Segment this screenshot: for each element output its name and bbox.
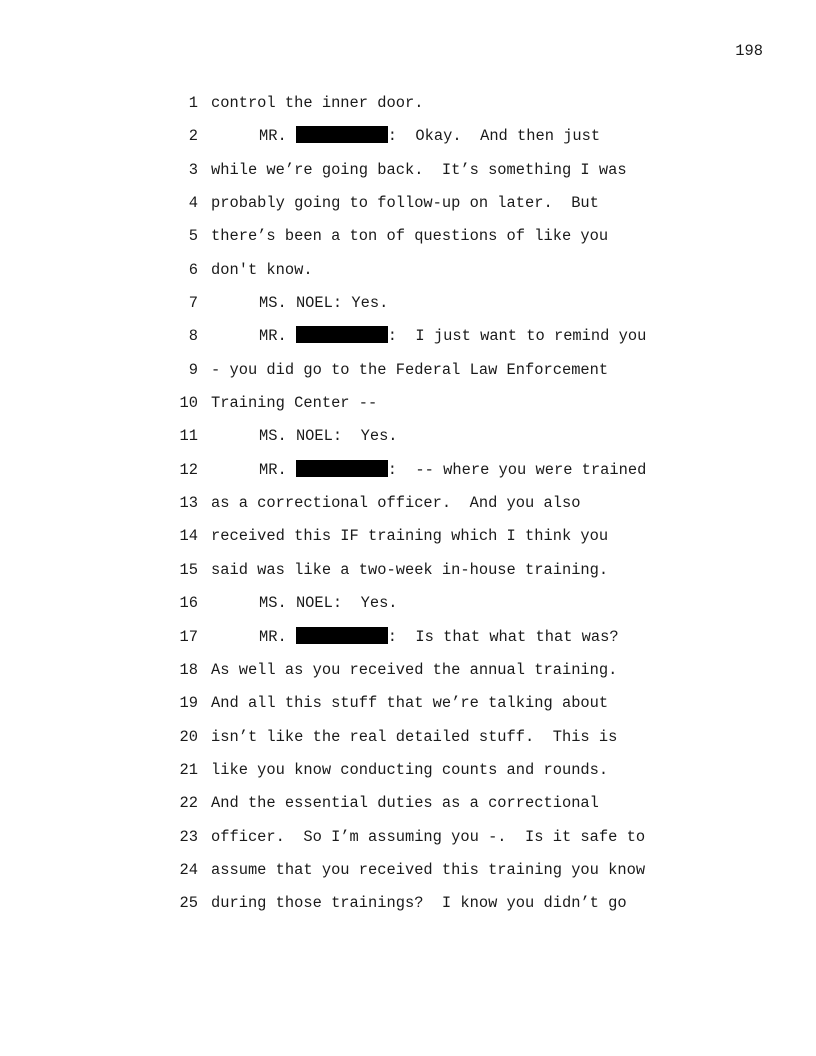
speaker-label: MS. NOEL: (259, 294, 343, 313)
line-body: like you know conducting counts and rounds. (211, 760, 609, 779)
line-body: said was like a two-week in-house training. (211, 560, 609, 579)
transcript-line (0, 190, 816, 223)
line-text (211, 824, 645, 850)
transcript-line (0, 323, 816, 356)
transcript-line (0, 824, 816, 857)
line-body: : Okay. And then just (387, 127, 601, 146)
speaker-label: MR. (259, 460, 287, 479)
line-body: : I just want to remind you (387, 327, 647, 346)
line-text (211, 90, 423, 116)
transcript-line (0, 223, 816, 256)
line-number: 22 (179, 794, 198, 813)
line-body: As well as you received the annual training. (211, 660, 618, 679)
line-body: as a correctional officer. And you also (211, 494, 581, 513)
line-text (211, 890, 627, 916)
line-body: Training Center -- (211, 394, 378, 413)
line-number: 8 (188, 327, 198, 346)
line-body: control the inner door. (211, 94, 424, 112)
line-body: : -- where you were trained (387, 460, 647, 479)
line-text (211, 323, 646, 349)
line-body: - you did go to the Federal Law Enforcement (211, 360, 609, 379)
line-text (211, 690, 608, 716)
line-text (211, 457, 646, 483)
transcript-line (0, 523, 816, 556)
line-text (211, 557, 608, 583)
line-number: 20 (179, 727, 198, 746)
redaction-bar (296, 627, 388, 644)
line-text (211, 290, 388, 316)
speaker-label: MR. (259, 627, 287, 646)
line-body: received this IF training which I think you (211, 527, 609, 546)
page-number: 198 (735, 42, 763, 60)
line-text (211, 590, 398, 616)
transcript-line (0, 290, 816, 323)
line-number: 21 (179, 760, 198, 779)
speaker-label: MS. NOEL: (259, 594, 343, 613)
line-text (211, 357, 608, 383)
line-body: And all this stuff that we’re talking about (211, 694, 609, 713)
speaker-label: MS. NOEL: (259, 427, 343, 446)
transcript-line (0, 790, 816, 823)
line-body: during those trainings? I know you didn’t go (211, 894, 627, 913)
line-number: 5 (188, 227, 198, 246)
line-text (211, 857, 645, 883)
transcript-line (0, 390, 816, 423)
line-text (211, 657, 617, 683)
line-body: while we’re going back. It’s something I was (211, 160, 627, 179)
line-text (211, 223, 608, 249)
line-number: 14 (179, 527, 198, 546)
line-number: 18 (179, 660, 198, 679)
line-text (211, 523, 608, 549)
line-number: 4 (188, 194, 198, 213)
line-text (211, 390, 377, 416)
line-number: 9 (188, 360, 198, 379)
line-text (211, 190, 599, 216)
line-text (211, 724, 617, 750)
redaction-bar (296, 460, 388, 477)
line-text (211, 490, 580, 516)
transcript-line (0, 357, 816, 390)
line-body: assume that you received this training you know (211, 860, 646, 879)
transcript-line (0, 423, 816, 456)
line-number: 12 (179, 460, 198, 479)
line-number: 23 (179, 827, 198, 846)
transcript-line (0, 257, 816, 290)
redaction-bar (296, 326, 388, 343)
transcript-line (0, 624, 816, 657)
transcript-body (0, 90, 816, 924)
transcript-line (0, 457, 816, 490)
line-number: 7 (188, 294, 198, 313)
transcript-line (0, 890, 816, 923)
line-text (211, 423, 398, 449)
line-body: isn’t like the real detailed stuff. This is (211, 727, 618, 746)
line-text (211, 624, 619, 650)
redaction-bar (296, 126, 388, 143)
line-body: Yes. (342, 427, 398, 446)
line-text (211, 257, 313, 283)
speaker-label: MR. (259, 127, 287, 146)
transcript-line (0, 690, 816, 723)
line-number: 15 (179, 560, 198, 579)
line-body: Yes. (342, 294, 389, 313)
transcript-line (0, 557, 816, 590)
transcript-line (0, 857, 816, 890)
transcript-line (0, 757, 816, 790)
line-body: : Is that what that was? (387, 627, 619, 646)
line-body: probably going to follow-up on later. But (211, 194, 599, 213)
transcript-line (0, 590, 816, 623)
line-number: 13 (179, 494, 198, 513)
transcript-line (0, 724, 816, 757)
line-number: 19 (179, 694, 198, 713)
line-body: officer. So I’m assuming you -. Is it safe to (211, 827, 646, 846)
line-number: 16 (179, 594, 198, 613)
line-body: there’s been a ton of questions of like you (211, 227, 609, 246)
speaker-label: MR. (259, 327, 287, 346)
line-number: 24 (179, 860, 198, 879)
line-body: don't know. (211, 260, 313, 279)
line-number: 3 (188, 160, 198, 179)
line-text (211, 157, 627, 183)
line-number: 1 (188, 94, 198, 112)
transcript-line (0, 157, 816, 190)
line-number: 10 (179, 394, 198, 413)
line-number: 6 (188, 260, 198, 279)
transcript-line (0, 490, 816, 523)
line-number: 25 (179, 894, 198, 913)
line-body: And the essential duties as a correctional (211, 794, 599, 813)
transcript-line (0, 90, 816, 123)
line-number: 2 (188, 127, 198, 146)
line-number: 17 (179, 627, 198, 646)
line-text (211, 790, 599, 816)
transcript-line (0, 123, 816, 156)
line-text (211, 757, 608, 783)
line-number: 11 (179, 427, 198, 446)
line-text (211, 123, 600, 149)
line-body: Yes. (342, 594, 398, 613)
transcript-line (0, 657, 816, 690)
